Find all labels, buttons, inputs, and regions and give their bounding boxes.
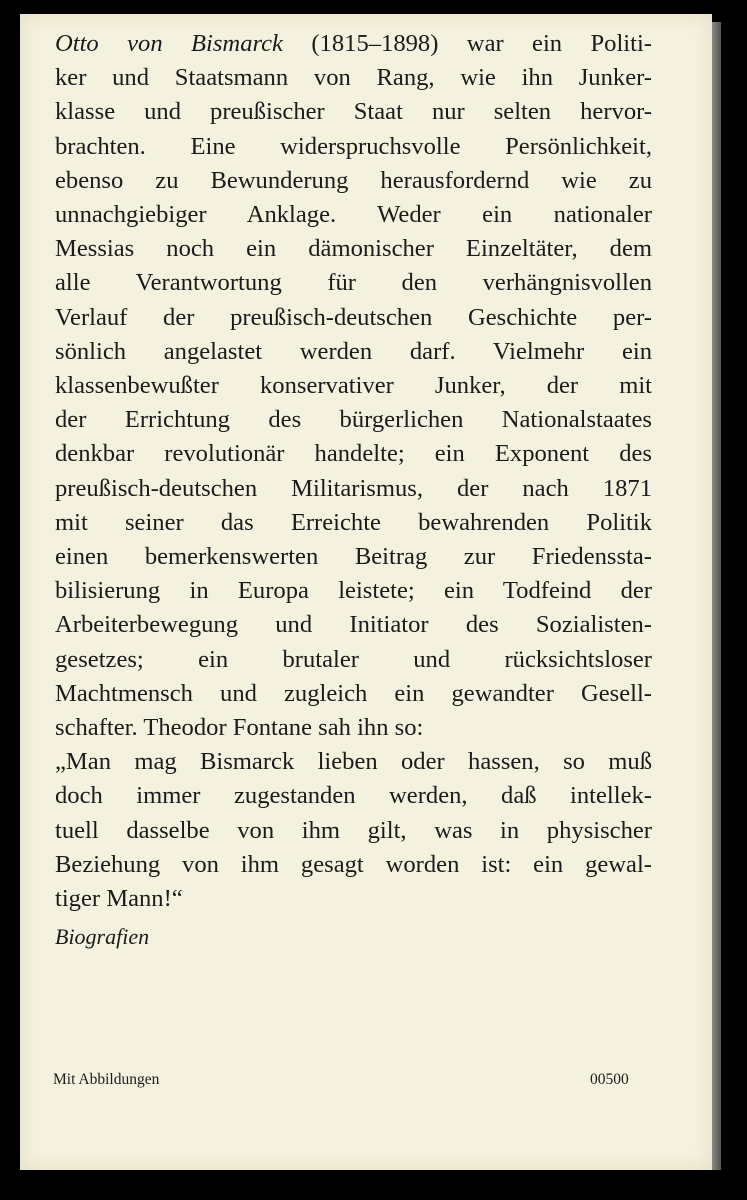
quote-line: tuell dasselbe von ihm gilt, was in physischer xyxy=(55,816,652,844)
blurb-line-first-rest: (1815–1898) war ein Politi- xyxy=(282,30,652,57)
blurb-line: Arbeiterbewegung und Initiator des Sozialisten- xyxy=(55,611,652,639)
blurb-line: gesetzes; ein brutaler und rücksichtsloser xyxy=(55,645,652,673)
footer-price-code: 00500 xyxy=(590,1071,629,1088)
blurb-line: denkbar revolutionär handelte; ein Exponent des xyxy=(55,440,652,468)
blurb-line: mit seiner das Erreichte bewahrenden Politik xyxy=(55,508,652,536)
blurb-line-first xyxy=(55,27,652,61)
blurb-text xyxy=(55,27,652,916)
blurb-line: sönlich angelastet werden darf. Vielmehr ein xyxy=(55,337,652,365)
blurb-line: alle Verantwortung für den verhängnisvollen xyxy=(55,269,652,297)
blurb-line: bilisierung in Europa leistete; ein Todfeind der xyxy=(55,577,652,605)
quote-line: Beziehung von ihm gesagt worden ist: ein gewal- xyxy=(55,850,652,878)
blurb-line: unnachgiebiger Anklage. Weder ein nationaler xyxy=(55,201,652,229)
quote-line: doch immer zugestanden werden, daß intellek- xyxy=(55,782,652,810)
blurb-line: brachten. Eine widerspruchsvolle Persönlichkeit, xyxy=(55,132,652,160)
blurb-line: klassenbewußter konservativer Junker, der mit xyxy=(55,372,652,400)
quote-line: „Man mag Bismarck lieben oder hassen, so muß xyxy=(55,748,652,776)
blurb-line: ker und Staatsmann von Rang, wie ihn Junker- xyxy=(55,64,652,92)
blurb-line: der Errichtung des bürgerlichen Nationalstaates xyxy=(55,406,652,434)
blurb-line: ebenso zu Bewunderung herausfordernd wie zu xyxy=(55,166,652,194)
blurb-line: preußisch-deutschen Militarismus, der nach 1871 xyxy=(55,474,652,502)
quote-line: tiger Mann!“ xyxy=(55,885,183,913)
blurb-line: Machtmensch und zugleich ein gewandter Gesell- xyxy=(55,679,652,707)
blurb-line: klasse und preußischer Staat nur selten hervor- xyxy=(55,98,652,126)
footer-illustrations-note: Mit Abbildungen xyxy=(53,1071,160,1088)
blurb-line: Verlauf der preußisch-deutschen Geschichte per- xyxy=(55,303,652,331)
blurb-line: schafter. Theodor Fontane sah ihn so: xyxy=(55,714,424,742)
blurb-line: einen bemerkenswerten Beitrag zur Friedenssta- xyxy=(55,543,652,571)
book-spine-edge xyxy=(712,22,721,1170)
series-label: Biografien xyxy=(55,924,150,949)
blurb-line: Messias noch ein dämonischer Einzeltäter, dem xyxy=(55,235,652,263)
author-name: Otto von Bismarck xyxy=(55,30,283,57)
